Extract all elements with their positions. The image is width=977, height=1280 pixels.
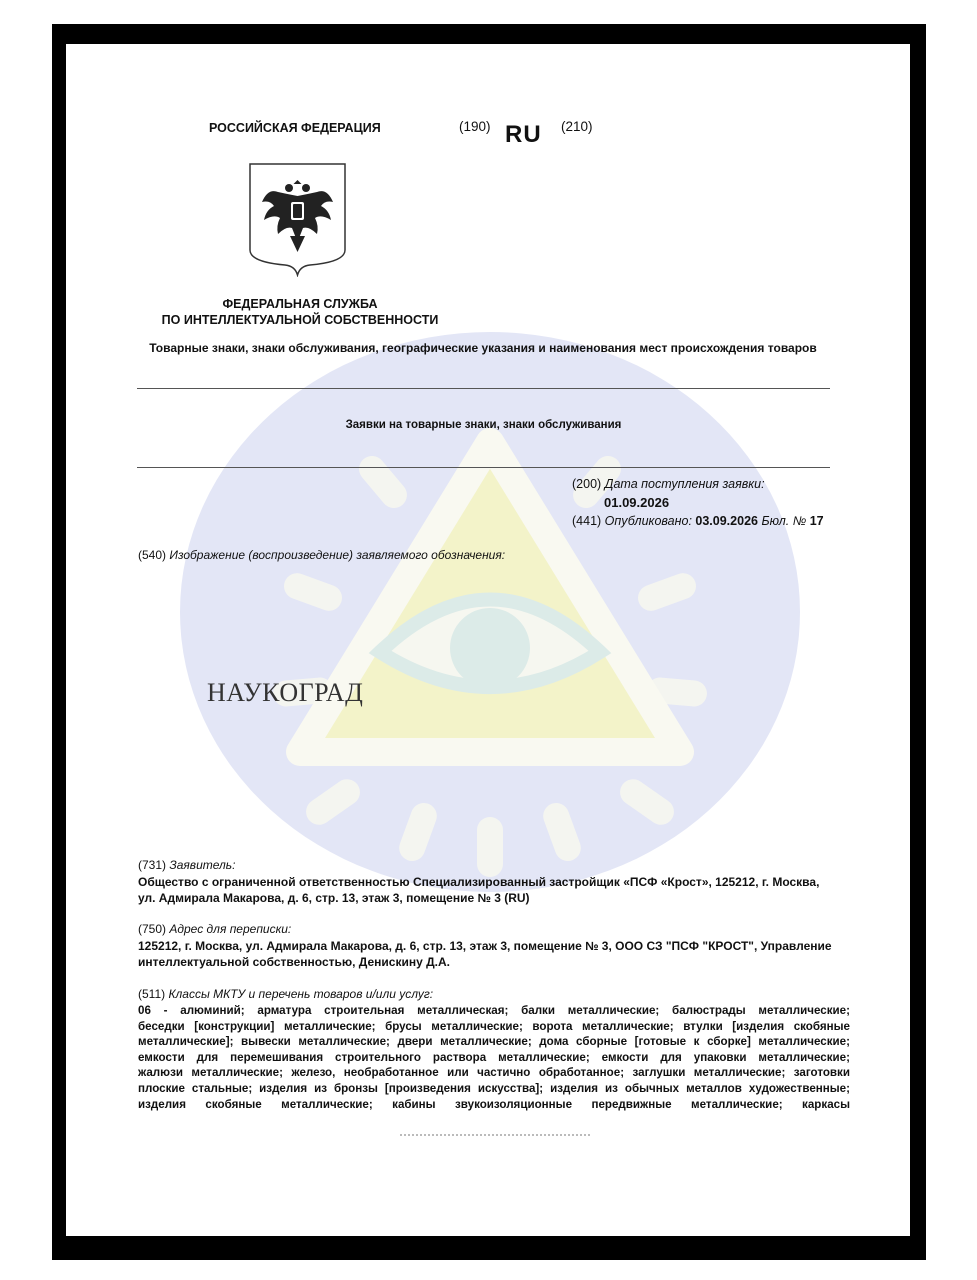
agency-line-2: ПО ИНТЕЛЛЕКТУАЛЬНОЙ СОБСТВЕННОСТИ bbox=[161, 313, 439, 327]
classes-line: металлические]; вывески металлические; двери металлические; дома сборные [готовые к сборке] металлические; bbox=[138, 1035, 850, 1049]
field-code-190: (190) bbox=[459, 119, 491, 134]
field-code-750: (750) bbox=[138, 922, 167, 936]
classes-text bbox=[138, 1003, 850, 1112]
bulletin-number: 17 bbox=[809, 514, 824, 528]
field-code-210: (210) bbox=[561, 119, 593, 134]
bulletin-label: Бюл. № bbox=[761, 514, 807, 528]
eye-watermark-icon bbox=[180, 332, 800, 892]
agency-name bbox=[155, 296, 445, 328]
divider-bottom bbox=[137, 467, 830, 468]
country-code: RU bbox=[505, 121, 542, 148]
field-code-200: (200) bbox=[572, 477, 602, 491]
filing-date-label bbox=[572, 477, 765, 491]
classes-line: жалюзи металлические; железо, необработанное или частично обработанное; заглушки металлические; заготовки bbox=[138, 1066, 850, 1080]
trademark-word-mark: НАУКОГРАД bbox=[207, 678, 364, 707]
applicant-caption: Заявитель: bbox=[169, 858, 236, 872]
correspondence-caption: Адрес для переписки: bbox=[169, 922, 292, 936]
image-field-label bbox=[138, 548, 505, 562]
classes-line: плоские стальные; изделия из бронзы [произведения искусства]; изделия из обычных металлов художественные; bbox=[138, 1081, 850, 1095]
published-line bbox=[572, 514, 824, 528]
country-name: РОССИЙСКАЯ ФЕДЕРАЦИЯ bbox=[209, 121, 381, 135]
field-code-540: (540) bbox=[138, 548, 167, 562]
published-caption: Опубликовано: bbox=[604, 514, 692, 528]
classes-line: изделия скобяные металлические; кабины звукоизоляционные передвижные металлические; каркасы bbox=[138, 1097, 850, 1111]
field-code-731: (731) bbox=[138, 858, 167, 872]
applicant-text bbox=[138, 874, 850, 906]
classes-line: беседки [конструкции] металлические; брусы металлические; ворота металлические; втулки [изделия скобяные bbox=[138, 1019, 850, 1033]
applicant-label bbox=[138, 858, 235, 872]
field-code-511: (511) bbox=[138, 987, 166, 1001]
classes-line: 06 - алюминий; арматура строительная металлическая; балки металлические; балюстрады металлические; bbox=[138, 1004, 850, 1017]
cut-off-footer bbox=[400, 1134, 590, 1140]
applicant-line-2: ул. Адмирала Макарова, д. 6, стр. 13, этаж 3, помещение № 3 (RU) bbox=[138, 891, 530, 905]
classes-line: емкости для перемешивания строительного раствора металлические; емкости для упаковки металлические; bbox=[138, 1050, 850, 1064]
correspondence-line-2: интеллектуальной собственностью, Денискину Д.А. bbox=[138, 955, 450, 969]
correspondence-label bbox=[138, 922, 291, 936]
published-date: 03.09.2026 bbox=[695, 514, 758, 528]
field-code-441: (441) bbox=[572, 514, 602, 528]
classes-caption: Классы МКТУ и перечень товаров и/или услуг: bbox=[168, 987, 434, 1001]
agency-line-1: ФЕДЕРАЛЬНАЯ СЛУЖБА bbox=[222, 297, 378, 311]
correspondence-text bbox=[138, 938, 850, 970]
applicant-line-1: Общество с ограниченной ответственностью Специализированный застройщик «ПСФ «Крост», 125212, г. Москва, bbox=[138, 875, 820, 889]
divider-top bbox=[137, 388, 830, 389]
correspondence-line-1: 125212, г. Москва, ул. Адмирала Макарова, д. 6, стр. 13, этаж 3, помещение № 3, ООО СЗ "ПСФ "КРОСТ", Управление bbox=[138, 939, 832, 953]
coat-of-arms-icon bbox=[248, 162, 347, 277]
filing-date-value: 01.09.2026 bbox=[604, 495, 670, 510]
publication-subtitle: Товарные знаки, знаки обслуживания, географические указания и наименования мест происхождения товаров bbox=[149, 341, 817, 355]
section-title: Заявки на товарные знаки, знаки обслуживания bbox=[345, 419, 622, 431]
classes-label bbox=[138, 987, 433, 1001]
image-field-caption: Изображение (воспроизведение) заявляемого обозначения: bbox=[169, 548, 506, 562]
filing-date-caption: Дата поступления заявки: bbox=[604, 477, 765, 491]
